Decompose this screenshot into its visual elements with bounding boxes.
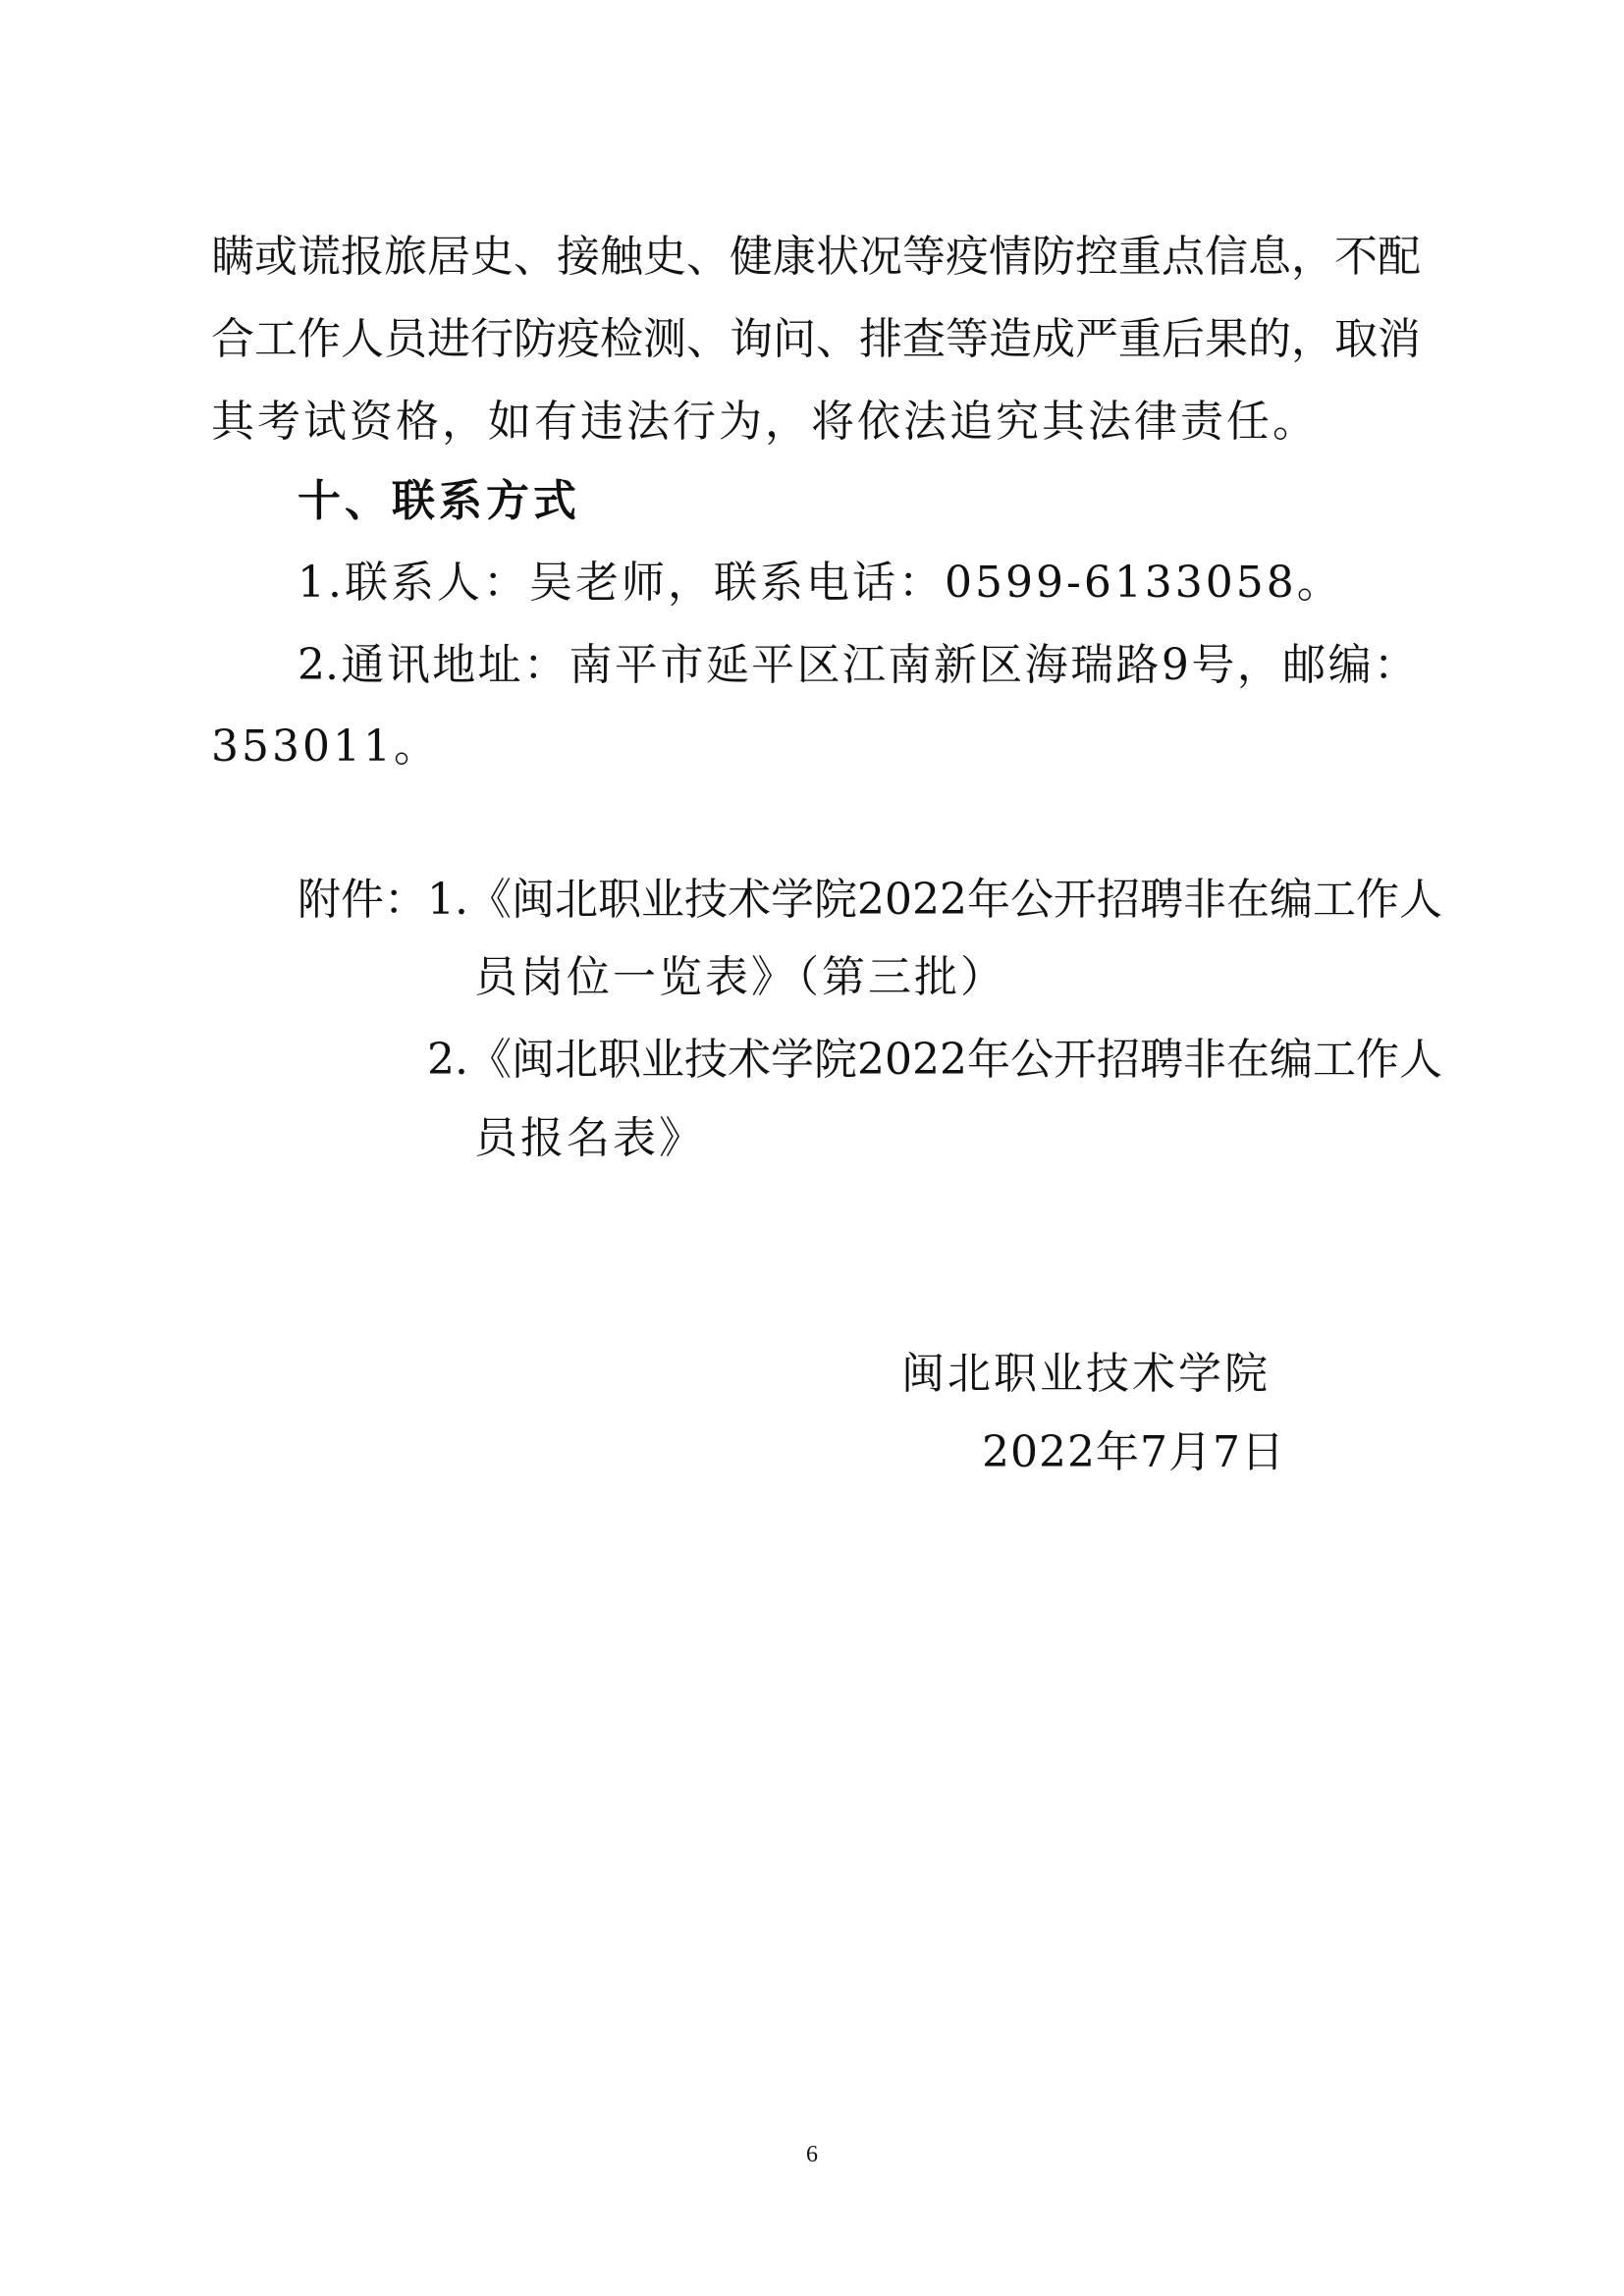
attachment-item-2-cont: 员报名表》 <box>474 1113 705 1163</box>
section-heading: 十、联系方式 <box>298 476 580 526</box>
contact-line: 1.联系人：吴老师，联系电话：0599-6133058。 <box>298 558 1343 608</box>
signature-org: 闽北职业技术学院 <box>901 1349 1271 1399</box>
attachment-item-1-cont: 员岗位一览表》（第三批） <box>474 952 1006 1002</box>
body-line: 合工作人员进行防疫检测、询问、排查等造成严重后果的，取消 <box>211 314 1421 364</box>
body-line: 其考试资格，如有违法行为，将依法追究其法律责任。 <box>211 397 1319 447</box>
signature-date: 2022年7月7日 <box>982 1427 1285 1477</box>
page-number: 6 <box>806 2142 818 2167</box>
attachment-item-2: 2.《闽北职业技术学院2022年公开招聘非在编工作人 <box>427 1035 1442 1085</box>
address-line: 2.通讯地址：南平市延平区江南新区海瑞路9号，邮编： <box>298 640 1417 690</box>
body-line: 瞒或谎报旅居史、接触史、健康状况等疫情防控重点信息，不配 <box>211 232 1421 282</box>
address-line: 353011。 <box>211 721 440 772</box>
attachment-item-1: 附件：1.《闽北职业技术学院2022年公开招聘非在编工作人 <box>298 875 1442 925</box>
